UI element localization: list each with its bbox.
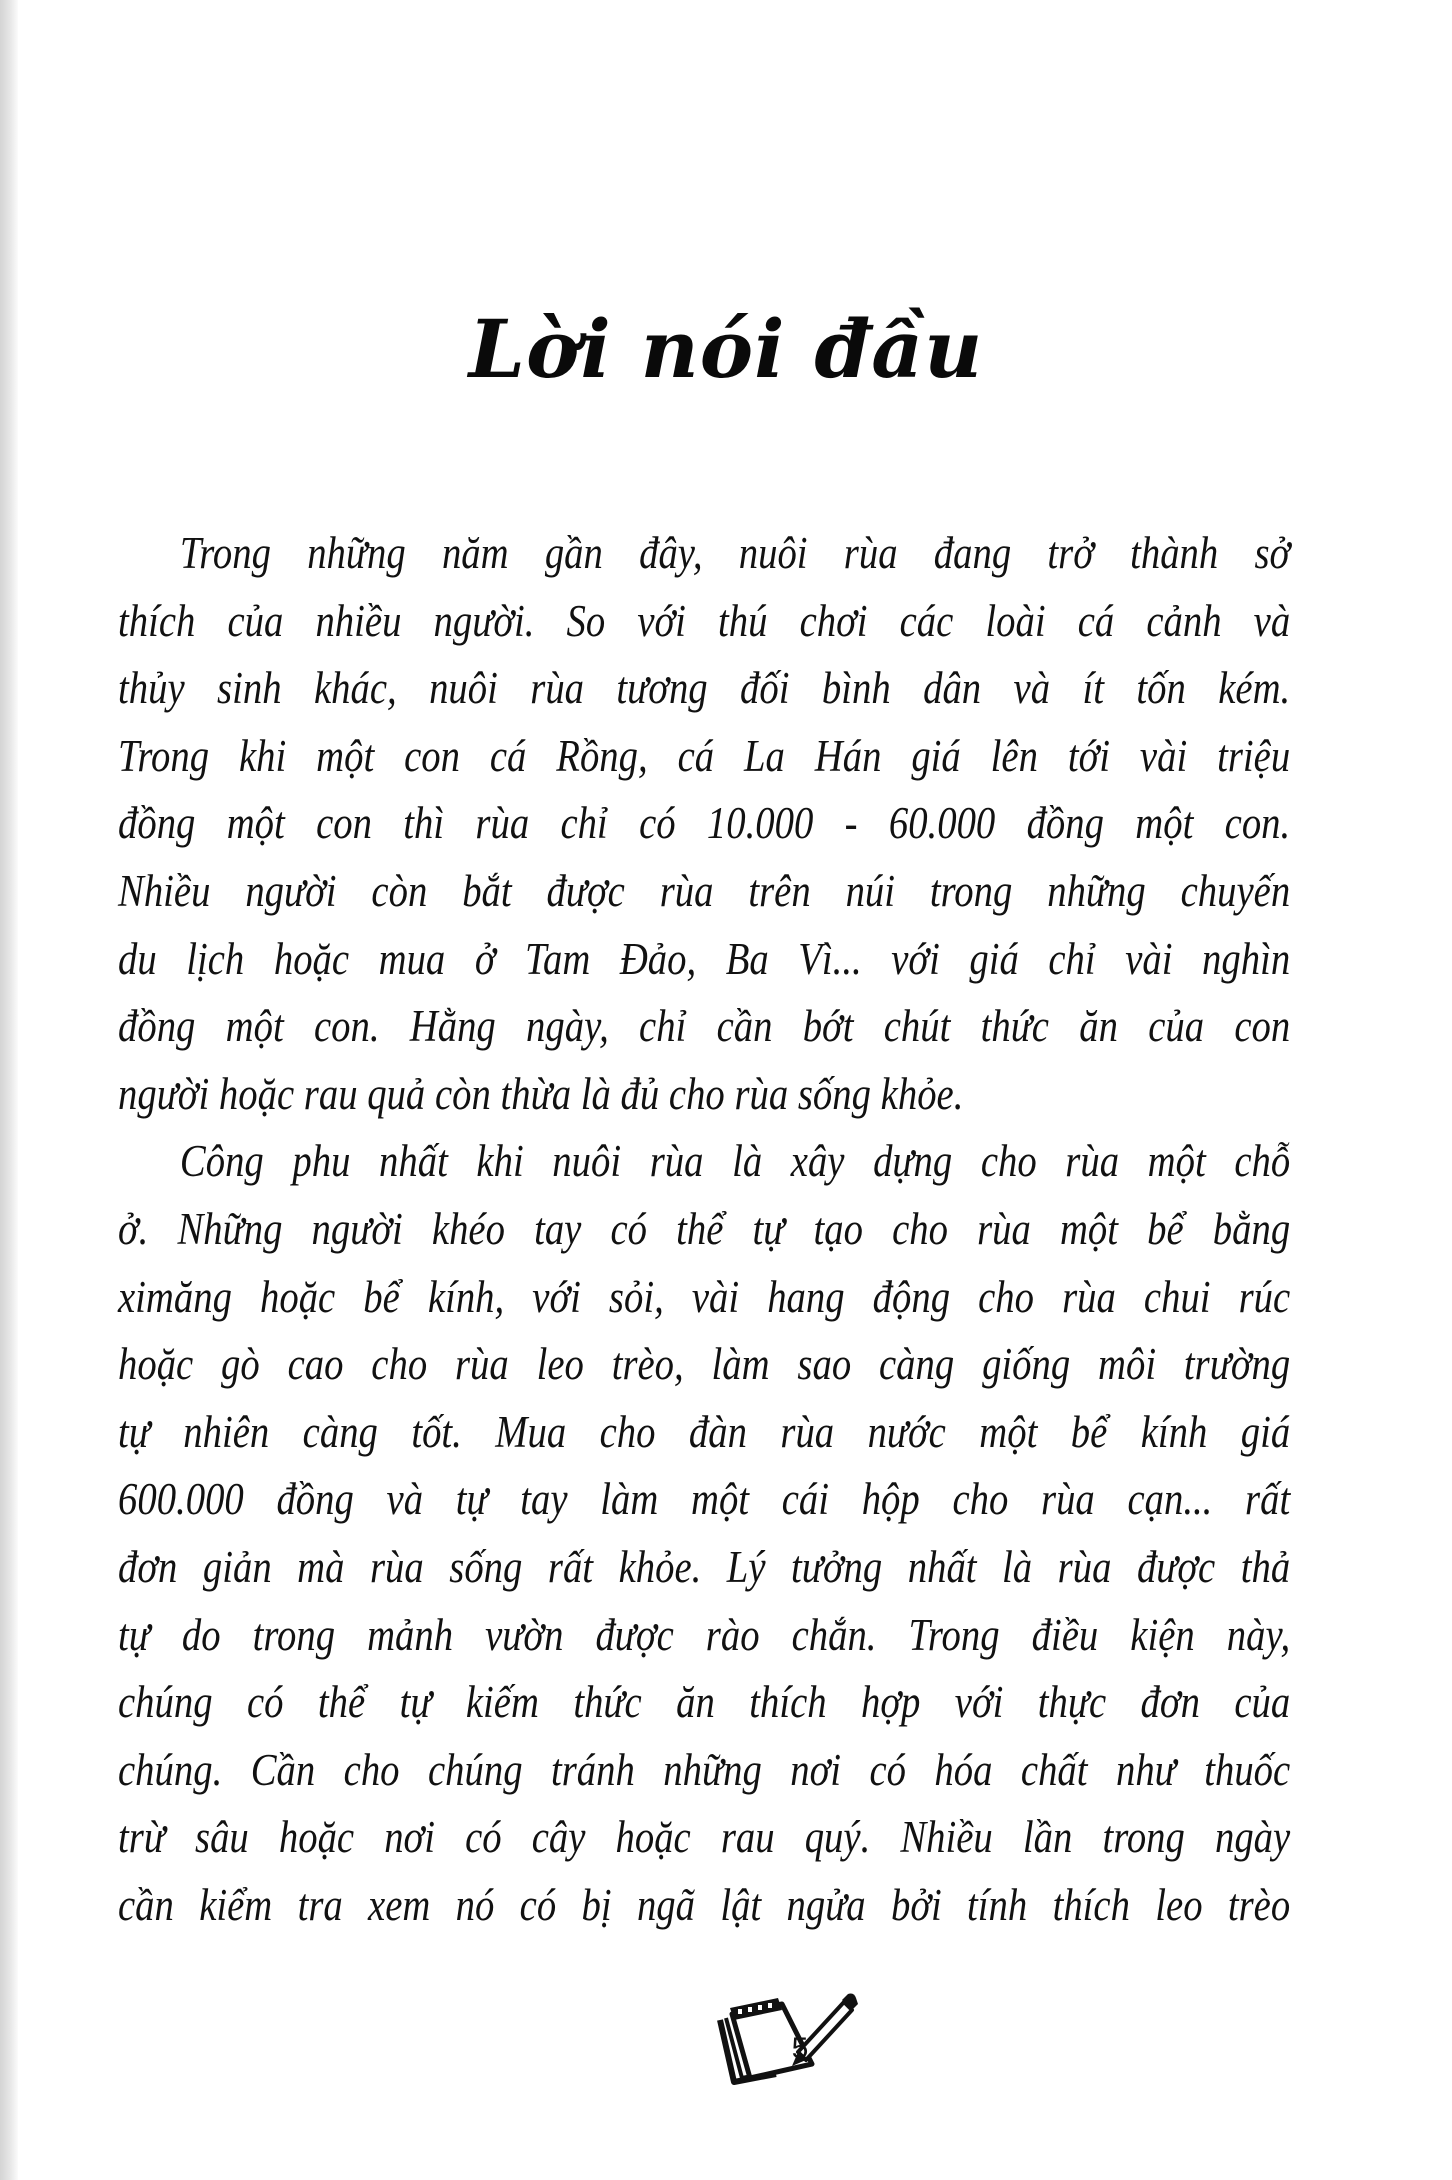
text-line: thủy sinh khác, nuôi rùa tương đối bình dân và ít tốn kém. [118, 663, 1291, 714]
text-line: thích của nhiều người. So với thú chơi các loài cá cảnh và [118, 595, 1291, 646]
page-number-badge [712, 1978, 862, 2098]
text-line: ở. Những người khéo tay có thể tự tạo cho rùa một bể bằng [118, 1203, 1291, 1254]
text-line: Nhiều người còn bắt được rùa trên núi trong những chuyến [118, 865, 1291, 916]
text-line: đơn giản mà rùa sống rất khỏe. Lý tưởng nhất là rùa được thả [118, 1541, 1291, 1592]
text-line: tự nhiên càng tốt. Mua cho đàn rùa nước một bể kính giá [118, 1406, 1291, 1457]
text-line: Trong khi một con cá Rồng, cá La Hán giá lên tới vài triệu [118, 730, 1291, 781]
text-line: du lịch hoặc mua ở Tam Đảo, Ba Vì... với giá chỉ vài nghìn [118, 933, 1291, 984]
text-line: Trong những năm gần đây, nuôi rùa đang trở thành sở [179, 528, 1291, 578]
text-line: trừ sâu hoặc nơi có cây hoặc rau quý. Nhiều lần trong ngày [118, 1812, 1291, 1863]
text-line: ximăng hoặc bể kính, với sỏi, vài hang động cho rùa chui rúc [118, 1271, 1291, 1322]
text-line: chúng. Cần cho chúng tránh những nơi có hóa chất như thuốc [118, 1744, 1291, 1795]
text-line: hoặc gò cao cho rùa leo trèo, làm sao càng giống môi trường [118, 1339, 1291, 1390]
page-title: Lời nói đầu [468, 302, 984, 396]
text-line: chúng có thể tự kiếm thức ăn thích hợp với thực đơn của [118, 1677, 1291, 1728]
text-line: 600.000 đồng và tự tay làm một cái hộp cho rùa cạn... rất [118, 1474, 1291, 1525]
body-text [118, 520, 1290, 1939]
text-line: tự do trong mảnh vườn được rào chắn. Trong điều kiện này, [118, 1609, 1291, 1660]
text-line: đồng một con thì rùa chỉ có 10.000 - 60.000 đồng một con. [118, 798, 1291, 849]
text-line: cần kiểm tra xem nó có bị ngã lật ngửa bởi tính thích leo trèo [118, 1879, 1291, 1930]
notepad-pencil-icon [712, 1978, 862, 2098]
page-number: 5 [791, 2032, 809, 2065]
text-line: đồng một con. Hằng ngày, chỉ cần bớt chút thức ăn của con [118, 1001, 1291, 1052]
text-line: người hoặc rau quả còn thừa là đủ cho rùa sống khỏe. [118, 1068, 964, 1119]
text-line: Công phu nhất khi nuôi rùa là xây dựng cho rùa một chỗ [179, 1136, 1291, 1187]
